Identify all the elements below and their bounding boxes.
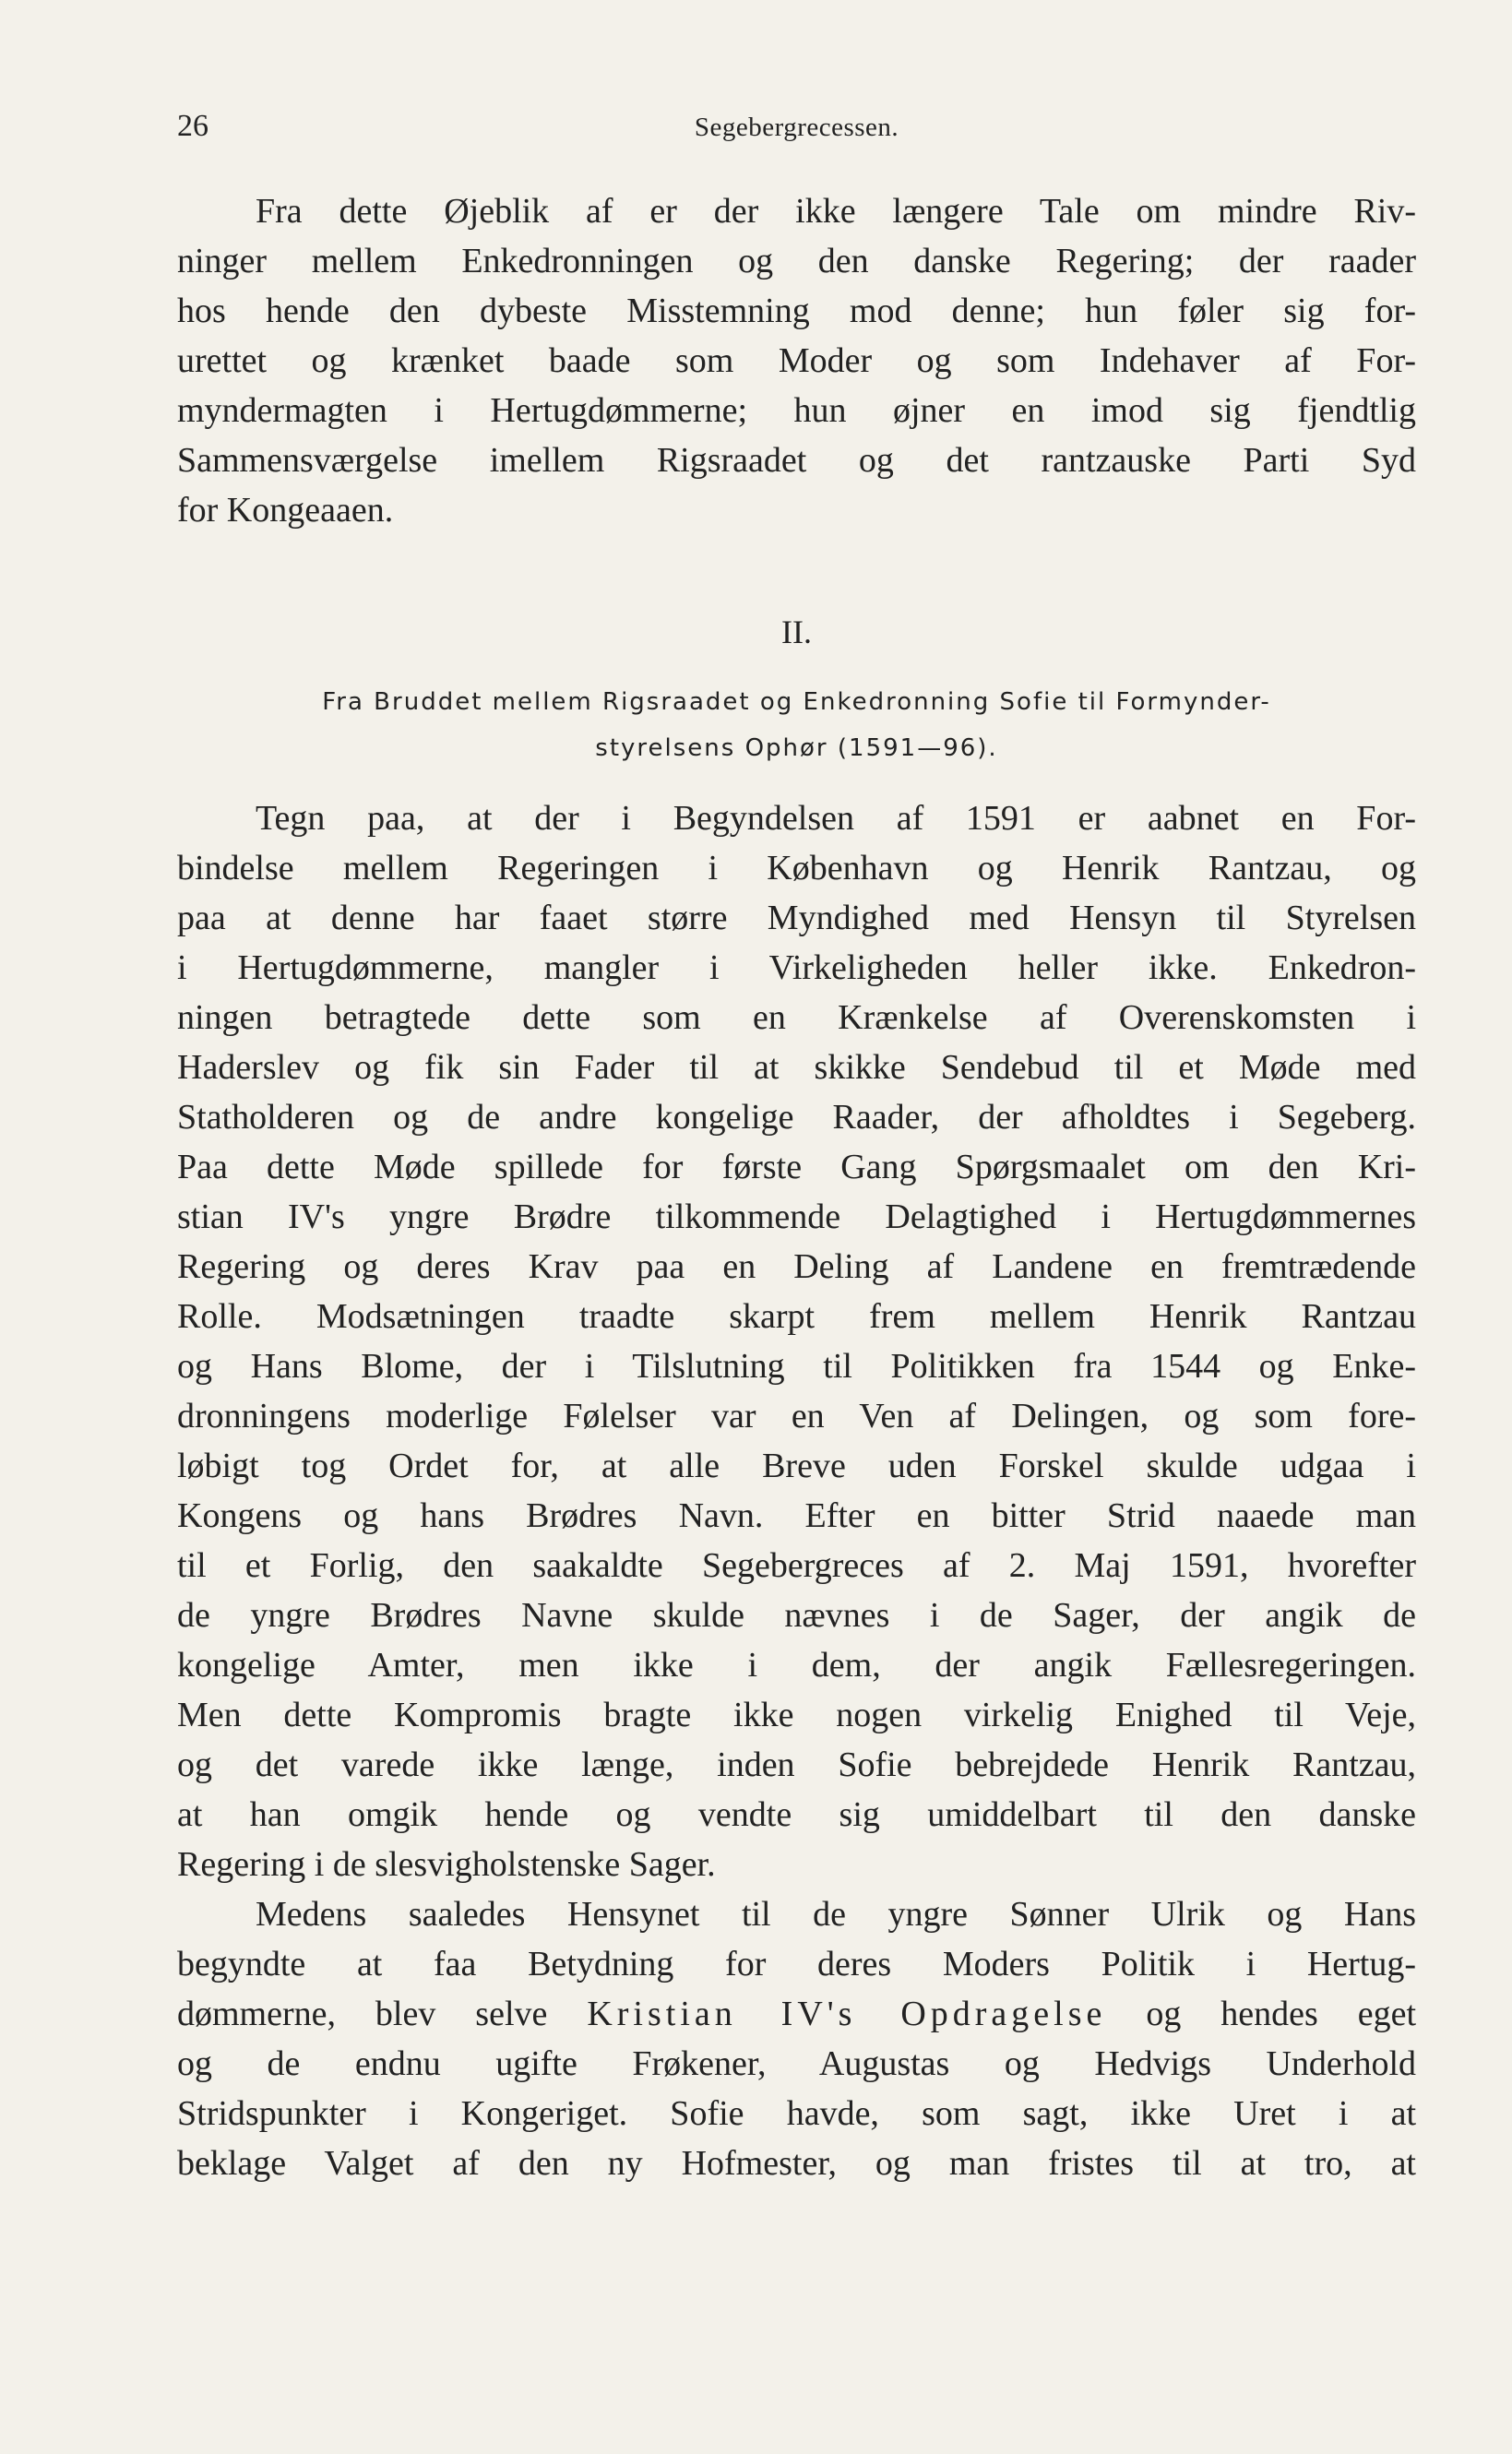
section-heading-line: Fra Bruddet mellem Rigsraadet og Enkedronning Sofie til Formynder- (322, 688, 1271, 716)
text-line: Statholderen og de andre kongelige Raader, der afholdtes i Segeberg. (177, 1098, 1416, 1137)
page-header (177, 109, 1416, 149)
text-segment: og hendes eget (1146, 1995, 1417, 2033)
text-line: Haderslev og fik sin Fader til at skikke Sendebud til et Møde med (177, 1048, 1416, 1087)
spaced-emphasis: Kristian IV's Opdragelse (587, 1995, 1107, 2033)
text-segment: dømmerne, blev selve (177, 1995, 548, 2033)
main-text (177, 793, 1416, 2188)
text-line: løbigt tog Ordet for, at alle Breve uden Forskel skulde udgaa i (177, 1447, 1416, 1485)
text-line: hos hende den dybeste Misstemning mod denne; hun føler sig for- (177, 292, 1416, 330)
text-line: Men dette Kompromis bragte ikke nogen virkelig Enighed til Veje, (177, 1696, 1416, 1734)
text-line: Paa dette Møde spillede for første Gang Spørgsmaalet om den Kri- (177, 1148, 1416, 1186)
text-line: Kongens og hans Brødres Navn. Efter en bitter Strid naaede man (177, 1496, 1416, 1535)
text-line: for Kongeaaen. (177, 491, 394, 530)
text-line: Sammensværgelse imellem Rigsraadet og det rantzauske Parti Syd (177, 441, 1416, 480)
text-line: ninger mellem Enkedronningen og den danske Regering; der raader (177, 242, 1416, 280)
text-line: urettet og krænket baade som Moder og som Indehaver af For- (177, 341, 1416, 380)
text-line: Medens saaledes Hensynet til de yngre Sønner Ulrik og Hans (256, 1895, 1416, 1934)
text-line: Regering i de slesvigholstenske Sager. (177, 1845, 716, 1884)
text-line: beklage Valget af den ny Hofmester, og man fristes til at tro, at (177, 2144, 1416, 2183)
running-title: Segebergrecessen. (694, 113, 899, 142)
text-line: stian IV's yngre Brødre tilkommende Delagtighed i Hertugdømmernes (177, 1197, 1416, 1236)
text-line: de yngre Brødres Navne skulde nævnes i de Sager, der angik de (177, 1596, 1416, 1635)
page-number: 26 (177, 109, 208, 143)
text-line: begyndte at faa Betydning for deres Moders Politik i Hertug- (177, 1945, 1416, 1983)
text-line: og Hans Blome, der i Tilslutning til Politikken fra 1544 og Enke- (177, 1347, 1416, 1386)
text-line: og de endnu ugifte Frøkener, Augustas og Hedvigs Underhold (177, 2044, 1416, 2083)
text-line: at han omgik hende og vendte sig umiddelbart til den danske (177, 1795, 1416, 1834)
text-line: dronningens moderlige Følelser var en Ven af Delingen, og som fore- (177, 1397, 1416, 1435)
text-line: i Hertugdømmerne, mangler i Virkeligheden heller ikke. Enkedron- (177, 948, 1416, 987)
text-line: Regering og deres Krav paa en Deling af Landene en fremtrædende (177, 1247, 1416, 1286)
text-line (177, 1989, 1416, 2039)
text-line: Stridspunkter i Kongeriget. Sofie havde, som sagt, ikke Uret i at (177, 2094, 1416, 2133)
text-line: myndermagten i Hertugdømmerne; hun øjner en imod sig fjendtlig (177, 391, 1416, 430)
text-line: Rolle. Modsætningen traadte skarpt frem mellem Henrik Rantzau (177, 1297, 1416, 1336)
section-heading (177, 679, 1416, 771)
text-line: kongelige Amter, men ikke i dem, der angik Fællesregeringen. (177, 1646, 1416, 1685)
text-line: Fra dette Øjeblik af er der ikke længere Tale om mindre Riv- (256, 192, 1416, 231)
text-line: og det varede ikke længe, inden Sofie bebrejdede Henrik Rantzau, (177, 1745, 1416, 1784)
text-line: ningen betragtede dette som en Krænkelse af Overenskomsten i (177, 998, 1416, 1037)
text-line: til et Forlig, den saakaldte Segebergreces af 2. Maj 1591, hvorefter (177, 1546, 1416, 1585)
text-line: paa at denne har faaet større Myndighed med Hensyn til Styrelsen (177, 899, 1416, 937)
intro-paragraph (177, 186, 1416, 535)
section-heading-line: styrelsens Ophør (1591—96). (595, 734, 998, 762)
text-line: Tegn paa, at der i Begyndelsen af 1591 er aabnet en For- (256, 799, 1416, 838)
section-number: II. (781, 614, 812, 650)
text-line: bindelse mellem Regeringen i København og Henrik Rantzau, og (177, 849, 1416, 887)
